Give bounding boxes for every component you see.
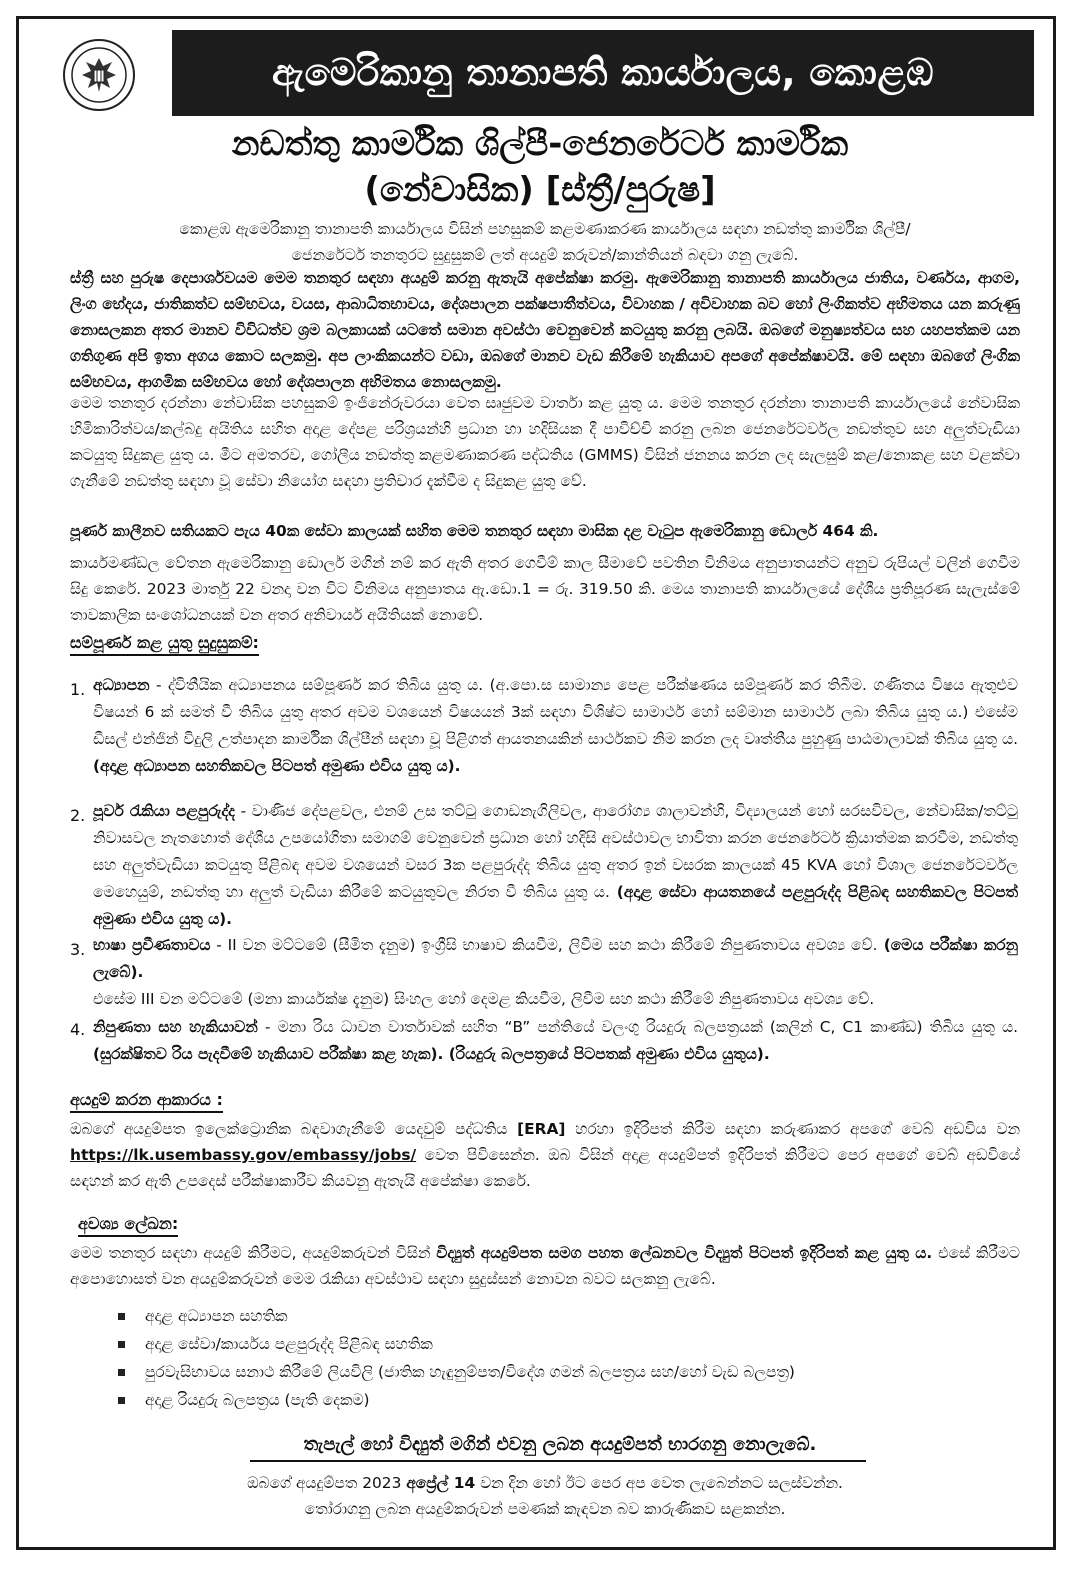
qualification-label: නිපුණතා සහ හැකියාවන් [93, 1018, 258, 1036]
jobs-website-link[interactable]: https://lk.usembassy.gov/embassy/jobs/ [70, 1146, 417, 1164]
documents-text: එසේ කිරීමට අපොහොසත් වන අයදුම්කරුවන් මෙම රැකියා අවස්ථාව සඳහා සුදුස්සන් නොවන බවට සලකනු ලැබේ. [70, 1244, 1020, 1288]
how-to-apply-paragraph [70, 1116, 1020, 1194]
embassy-seal-icon [62, 38, 136, 112]
qualification-label: පූර්ව රැකියා පළපුරුද්ද [93, 802, 235, 820]
list-item [118, 1358, 795, 1386]
qualification-text: - මනා රිය ධාවන වාර්තාවක් සහිත “B” පන්තියේ වලංගු රියදුරු බලපත්‍රයක් (කලින් C, C1 කාණ්ඩ) තිබිය යුතු ය. [257, 1018, 1018, 1036]
qualification-text: - වාණිජ දේපළවල, එනම් උස තට්ටු ගොඩනැගිලිවල, ආරෝග්‍ය ශාලාවන්හි, විද්‍යාලයන් හෝ සරසවිවල, නේවාසික/තට්ටු නිවාසවල නැතහොත් දේශීය උපයෝගිතා සමාගම් වෙනුවෙන් ප්‍රධාන හෝ හදිසි අවස්ථාවල භාවිතා කරන ජෙනරේටර් ක්‍රියාත්මක කරවීම, නඩත්තු සහ අලුත්වැඩියා කටයුතු පිළිබඳ අවම වශයෙන් වසර 3ක පළපුරුද්ද තිබිය යුතු අතර ඉන් වසරක කාලයක් 45 KVA හෝ විශාල ජෙනරේටර්වල මෙහෙයුම්, නඩත්තු හා අලුත් වැඩියා කිරීමේ කටයුතුවල නිරත වී තිබිය යුතු ය. [93, 802, 1018, 901]
equal-opportunity-paragraph: ස්ත්‍රී සහ පුරුෂ දෙපාර්ශවයම මෙම තනතුර සඳහා අයදුම් කරනු ඇතැයි අපේක්ෂා කරමු. ඇමෙරිකානු තානාපති කාර්යාලය ජාතිය, වර්ණය, ආගම, ලිංග භේදය, ජාතිකත්ව සම්භවය, වයස, ආබාධිතභාවය, දේශපාලන පක්ෂපාතීත්වය, විවාහක / අවිවාහක බව හෝ ලිංගිකත්ව අභිමතය යන කරුණු නොසලකන අතර මානව විවිධත්ව ශ්‍රම බලකායක් යටතේ සමාන අවස්ථා වෙනුවෙන් කටයුතු කරනු ලබයි. ඔබගේ මනුෂ්‍යත්වය සහ යහපත්කම යන ගතිගුණ අපි ඉතා අගය කොට සලකමු. අප ලාංකිකයන්ට වඩා, ඔබගේ මානව වැඩ කිරීමේ හැකියාව අපගේ අපේක්ෂාවයි. මේ සඳහා ඔබගේ ලිංගික සම්භවය, ආගමික සම්භවය හෝ දේශපාලන අභිමතය නොසලකමු. [70, 269, 1020, 391]
list-item [118, 1302, 795, 1330]
documents-requirement: විද්‍යුත් අයදුම්පත සමග පහත ලේඛනවල විද්‍යුත් පිටපත් ඉදිරිපත් කළ යුතු ය. [436, 1244, 933, 1262]
embassy-banner [172, 30, 1034, 116]
duties-paragraph: මෙම තනතුර දරන්නා නේවාසික පහසුකම් ඉංජිනේරුවරයා වෙත සෘජුවම වාර්තා කළ යුතු ය. මෙම තනතුර දරන්නා තානාපති කාර්යාලයේ නේවාසික හිමිකාරිත්වය/කල්බදු අයිතිය සහිත අදාළ දේපළ පරිශ්‍රයන්හි ප්‍රධාන හා හදිසියක දී පාවිච්චි කරනු ලබන ජෙනරේටර්වල නඩත්තුව සහ අලුත්වැඩියා කටයුතු සිදුකළ යුතු ය. මීට අමතරව, ගෝලීය නඩත්තු කළමණාකරණ පද්ධතිය (GMMS) විසින් ජනනය කරන ලද සැලසුම් කළ/නොකළ සහ වළක්වා ගැනීමේ නඩත්තු සඳහා වූ සේවා නියෝග සඳහා ප්‍රතිචාර දැක්වීම ද සිදුකළ යුතු වේ. [70, 394, 1020, 490]
qualification-label: භාෂා ප්‍රවීණතාවය [93, 936, 211, 954]
deadline-line [70, 1470, 1020, 1496]
deadline-text: ඔබගේ අයදුම්පත 2023 [247, 1474, 407, 1492]
bullet-square-icon [118, 1313, 125, 1320]
qualification-extra: එසේම III වන මට්ටමේ (මනා කාර්යක්ෂ දැනුම) සිංහල හෝ දෙමළ කියවීම, ලිවීම සහ කථා කිරීමේ නිපුණතාවය අවශ්‍ය වේ. [93, 990, 875, 1008]
qualification-label: අධ්‍යාපන [93, 676, 150, 694]
item-number: 3. [70, 940, 86, 959]
item-number: 2. [70, 806, 86, 825]
list-item [118, 1386, 795, 1414]
list-item-text: අදාළ රියදුරු බලපත්‍රය (පැති දෙකම) [145, 1391, 370, 1409]
qualification-skills [93, 1014, 1018, 1068]
notice-underline [250, 1460, 866, 1462]
qualification-language [93, 932, 1018, 1013]
intro-line1: කොළඹ ඇමෙරිකානු තානාපති කාර්යාලය විසින් පහසුකම් කළමණාකරණ කාර්යාලය සඳහා නඩත්තු කාර්මික ශිල්පී/ [179, 220, 911, 238]
apply-text: හරහා ඉදිරිපත් කිරීම සඳහා කරුණාකර අපගේ වෙබ් අඩවිය වන [565, 1120, 1020, 1138]
intro-line2: ජෙනරේටර් තනතුරට සුදුසුකම් ලත් අයදුම් කරුවන්/කාන්තියන් බඳවා ගනු ලැබේ. [291, 246, 799, 264]
era-label: [ERA] [517, 1120, 566, 1138]
qualification-note: (අදාළ සේවා ආයතනයේ පළපුරුද්ද පිළිබඳ සහතිකවල පිටපත් අමුණා එවිය යුතු ය). [93, 883, 1018, 928]
documents-paragraph [70, 1240, 1020, 1292]
qualifications-heading: සම්පූර්ණ කළ යුතු සුදුසුකම්: [70, 633, 259, 656]
no-postal-applications-notice: තැපැල් හෝ විද්‍යුත් මගින් එවනු ලබන අයදුම්පත් භාරගනු නොලැබේ. [303, 1434, 817, 1455]
qualification-text: - ද්විතීයික අධ්‍යාපනය සම්පූර්ණ කර තිබිය යුතු ය. (අ.පො.ස සාමාන්‍ය පෙළ පරීක්ෂණය සම්පූර්ණ කර තිබීම. ගණිතය විෂය ඇතුළුව විෂයන් 6 ක් සමත් වී තිබිය යුතු අතර අවම වශයෙන් විෂයයන් 3ක් සඳහා විශිෂ්ට සාමාර්ථ හෝ සම්මාන සාමාර්ථ ලබා තිබිය යුතු ය.) එසේම ඩීසල් එන්ජින් විදුලි උත්පාදන කාර්මික ශිල්පීන් සඳහා වූ පිළිගත් ආයතනයකින් සාර්ථකව නිම කරන ලද වෘත්තීය පුහුණු පාඨමාලාවක් තිබිය යුතු ය. [93, 676, 1018, 748]
item-number: 4. [70, 1020, 86, 1039]
qualification-note: (සුරක්ෂිතව රිය පැදවීමේ හැකියාව පරීක්ෂා කළ හැක). [93, 1045, 444, 1063]
qualification-note: (මෙය පරීක්ෂා කරනු ලැබේ). [93, 936, 1018, 981]
how-to-apply-heading: අයදුම් කරන ආකාරය : [70, 1090, 223, 1113]
qualification-note: (අදාළ අධ්‍යාපන සහතිකවල පිටපත් අමුණා එවිය යුතු ය). [93, 757, 461, 775]
deadline-date: අප්‍රේල් 14 [406, 1474, 476, 1492]
salary-details: කාර්යමණ්ඩල වේතන ඇමෙරිකානු ඩොලර් මගින් නම් කර ඇති අතර ගෙවීම් කාල සීමාවේ පවතින විනිමය අනුපාතයන්ට අනුව රුපියල් වලින් ගෙවීම සිදු කෙරේ. 2023 මාර්තු 22 වනදා වන විට විනිමය අනුපාතය ඇ.ඩො.1 = රු. 319.50 කි. මෙය තානාපති කාර්යාලයේ දේශීය ප්‍රතිපූරණ සැලැස්මේ තාවකාලික සංශෝධනයක් වන අතර අනිවාර්ය අයිතියක් නොවේ. [70, 554, 1020, 624]
item-number: 1. [70, 680, 86, 699]
qualification-experience [93, 798, 1018, 933]
qualification-note-2: (රියදුරු බලපත්‍රයේ පිටපතක් අමුණා එවිය යුතුය). [443, 1045, 770, 1063]
job-title-line2: (නේවාසික) [ස්ත්‍රී/පුරුෂ] [364, 170, 716, 210]
qualification-education [93, 672, 1018, 780]
banner-title: ඇමෙරිකානු තානාපති කාර්යාලය, කොළඹ [272, 51, 934, 94]
bullet-square-icon [118, 1369, 125, 1376]
list-item-text: අදාළ අධ්‍යාපන සහතික [145, 1307, 288, 1325]
list-item-text: පුරවැසිභාවය සනාථ කිරීමේ ලියවිලි (ජාතික හැඳුනුම්පත/විදේශ ගමන් බලපත්‍රය සහ/හෝ වැඩ බලපත්‍ර) [145, 1363, 795, 1381]
apply-text: ඔබගේ අයදුම්පත ඉලෙක්ට්‍රොනික බඳවාගැනීමේ යෙදවුම් පද්ධතිය [70, 1120, 518, 1138]
bullet-square-icon [118, 1341, 125, 1348]
salary-line: පූර්ණ කාලීනව සතියකට පැය 40ක සේවා කාලයක් සහිත මෙම තනතුර සඳහා මාසික දළ වැටුප ඇමෙරිකානු ඩොලර් 464 කි. [70, 522, 879, 540]
list-item [118, 1330, 795, 1358]
shortlist-line: තෝරාගනු ලබන අයදුම්කරුවන් පමණක් කැඳවන බව කාරුණිකව සළකන්න. [304, 1500, 786, 1518]
documents-text: මෙම තනතුර සඳහා අයදුම් කිරීමට, අයදුම්කරුවන් විසින් [70, 1244, 437, 1262]
documents-list [118, 1302, 795, 1414]
job-title-line1: නඩත්තු කාර්මික ශිල්පී-ජෙනරේටර් කාර්මික [231, 124, 849, 164]
list-item-text: අදාළ සේවා/කාර්යය පළපුරුද්ද පිළිබඳ සහතික [145, 1335, 433, 1353]
documents-heading: අවශ්‍ය ලේඛන: [78, 1214, 178, 1237]
bullet-square-icon [118, 1397, 125, 1404]
apply-text: වෙත පිවිසෙන්න. ඔබ විසින් අදාළ අයදුම්පත් ඉදිරිපත් කිරීමට පෙර අපගේ වෙබ් අඩවියේ සඳහන් කර ඇති උපදෙස් පරීක්ෂාකාරීව කියවනු ඇතැයි අපේක්ෂා කෙරේ. [70, 1146, 1020, 1190]
qualification-text: - II වන මට්ටමේ (සීමිත දැනුම) ඉංග්‍රීසි භාෂාව කියවීම, ලිවීම සහ කථා කිරීමේ නිපුණතාවය අවශ්‍ය වේ. [210, 936, 878, 954]
deadline-text: වන දින හෝ ඊට පෙර අප වෙත ලැබෙන්නට සලස්වන්න. [475, 1474, 843, 1492]
